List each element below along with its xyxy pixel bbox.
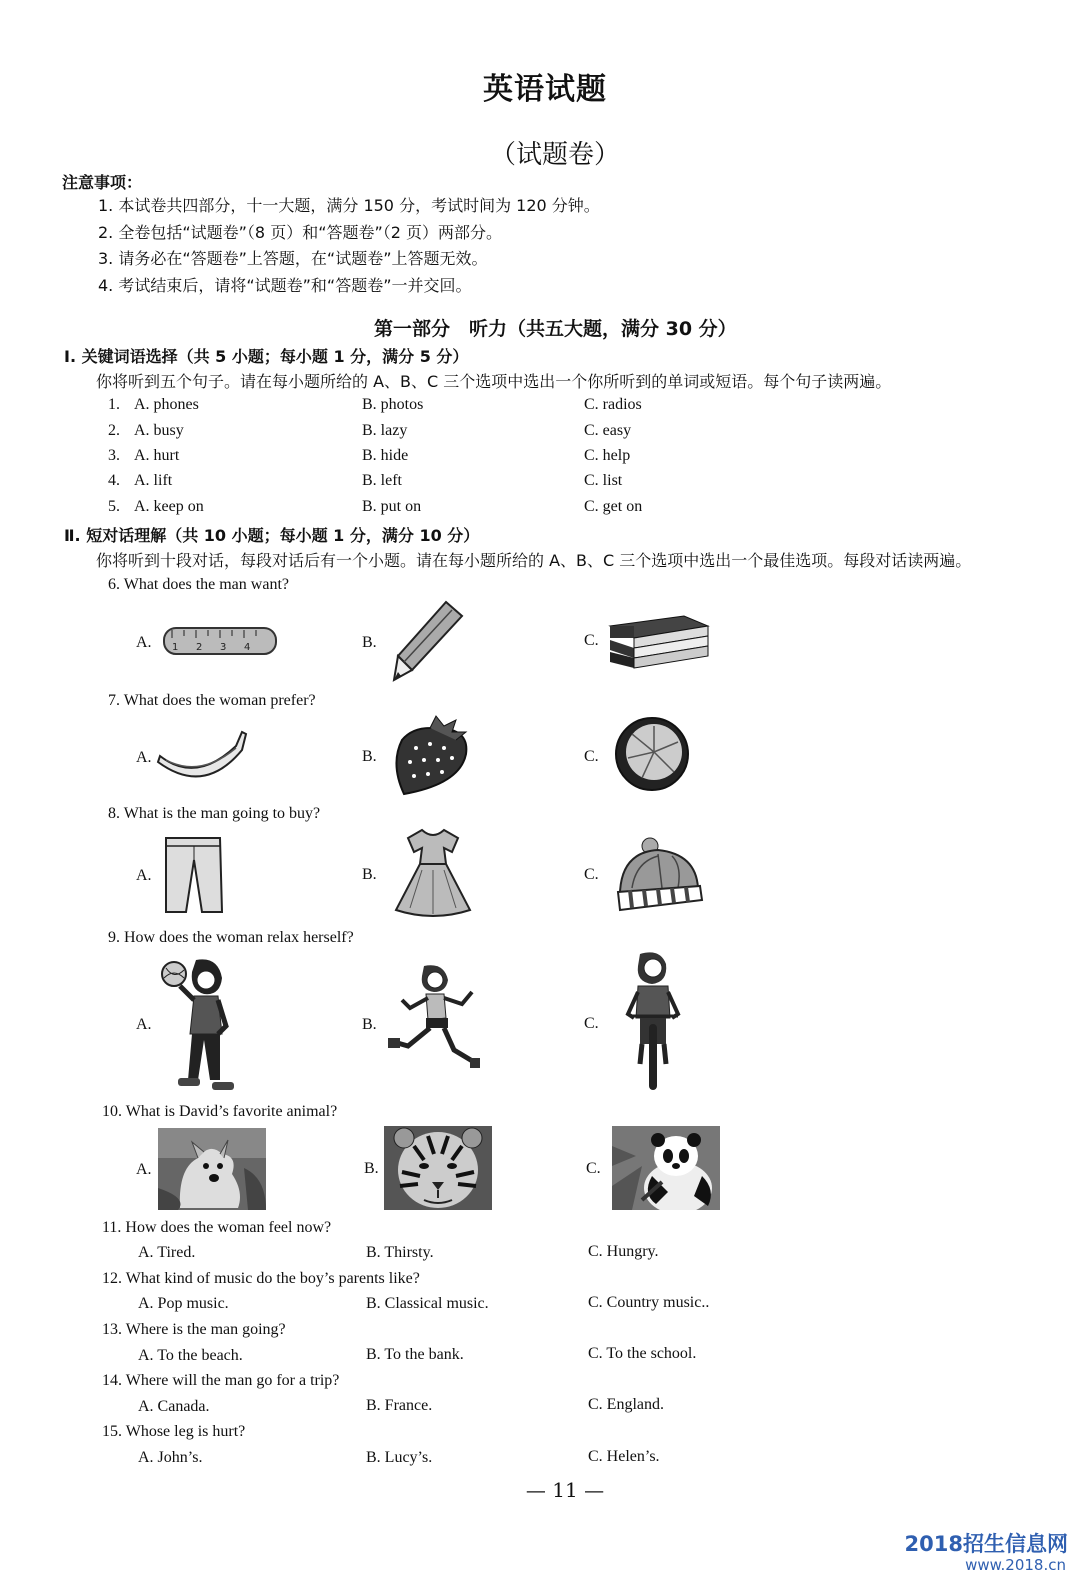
option-a: A. keep on bbox=[134, 498, 204, 515]
hat-icon bbox=[612, 836, 704, 914]
watermark-url: www.2018.cn bbox=[965, 1556, 1066, 1574]
option-b: B. Thirsty. bbox=[366, 1244, 434, 1261]
option-a: A. bbox=[136, 634, 152, 651]
ruler-icon bbox=[162, 624, 280, 658]
notice-item: 2. 全卷包括“试题卷”（8 页）和“答题卷”（2 页）两部分。 bbox=[98, 223, 503, 242]
question-stem: 8. What is the man going to buy? bbox=[108, 805, 321, 822]
tiger-photo bbox=[384, 1126, 492, 1210]
question-stem: 11. How does the woman feel now? bbox=[102, 1219, 332, 1236]
question-stem: 9. How does the woman relax herself? bbox=[108, 929, 354, 946]
girl-cycling-icon bbox=[622, 948, 686, 1094]
question-number: 3. bbox=[108, 447, 120, 464]
option-b: B. photos bbox=[362, 396, 424, 413]
question-stem: 13. Where is the man going? bbox=[102, 1321, 286, 1338]
ruler-mark: 3 bbox=[220, 642, 227, 653]
strawberry-icon bbox=[386, 714, 476, 798]
notice-item: 3. 请务必在“答题卷”上答题，在“试题卷”上答题无效。 bbox=[98, 249, 488, 268]
option-a: A. To the beach. bbox=[138, 1347, 243, 1364]
option-b: B. hide bbox=[362, 447, 409, 464]
page-number: — 11 — bbox=[525, 1478, 605, 1502]
option-c: C. help bbox=[584, 447, 631, 464]
section-instruction: 你将听到五个句子。请在每小题所给的 A、B、C 三个选项中选出一个你所听到的单词或短语。每个句子读两遍。 bbox=[96, 372, 892, 391]
option-c: C. Country music.. bbox=[588, 1294, 710, 1311]
girl-volleyball-icon bbox=[160, 956, 240, 1094]
option-b: B. bbox=[362, 748, 377, 765]
dog-photo bbox=[158, 1128, 266, 1210]
question-stem: 10. What is David’s favorite animal? bbox=[102, 1103, 338, 1120]
question-stem: 15. Whose leg is hurt? bbox=[102, 1423, 246, 1440]
option-a: A. bbox=[136, 1161, 152, 1178]
question-stem: 7. What does the woman prefer? bbox=[108, 692, 316, 709]
option-b: B. Lucy’s. bbox=[366, 1449, 433, 1466]
option-a: A. Tired. bbox=[138, 1244, 196, 1261]
section-instruction: 你将听到十段对话，每段对话后有一个小题。请在每小题所给的 A、B、C 三个选项中选出一个最佳选项。每段对话读两遍。 bbox=[96, 551, 972, 570]
option-c: C. bbox=[584, 632, 599, 649]
option-a: A. lift bbox=[134, 472, 173, 489]
girl-running-icon bbox=[388, 962, 480, 1068]
option-c: C. radios bbox=[584, 396, 642, 413]
page-title: 英语试题 bbox=[483, 72, 607, 107]
option-c: C. list bbox=[584, 472, 623, 489]
option-a: A. hurt bbox=[134, 447, 180, 464]
section-heading: Ⅱ. 短对话理解（共 10 小题；每小题 1 分，满分 10 分） bbox=[64, 526, 480, 545]
question-stem: 6. What does the man want? bbox=[108, 576, 289, 593]
page-subtitle: （试题卷） bbox=[489, 140, 620, 170]
option-a: A. John’s. bbox=[138, 1449, 203, 1466]
watermark-title: 2018招生信息网 bbox=[904, 1532, 1068, 1556]
dress-icon bbox=[392, 826, 474, 918]
option-c: C. To the school. bbox=[588, 1345, 697, 1362]
option-b: B. Classical music. bbox=[366, 1295, 489, 1312]
option-b: B. put on bbox=[362, 498, 422, 515]
option-c: C. Hungry. bbox=[588, 1243, 659, 1260]
option-b: B. France. bbox=[366, 1397, 433, 1414]
option-a: A. bbox=[136, 1016, 152, 1033]
ruler-mark: 2 bbox=[196, 642, 203, 653]
option-a: A. Canada. bbox=[138, 1398, 210, 1415]
option-a: A. bbox=[136, 867, 152, 884]
option-b: B. bbox=[362, 1016, 377, 1033]
question-stem: 12. What kind of music do the boy’s parents like? bbox=[102, 1270, 420, 1287]
trousers-icon bbox=[160, 836, 226, 914]
option-c: C. bbox=[586, 1160, 601, 1177]
books-icon bbox=[604, 612, 714, 670]
question-number: 2. bbox=[108, 422, 120, 439]
part-title: 第一部分 听力（共五大题，满分 30 分） bbox=[374, 318, 737, 340]
option-c: C. bbox=[584, 866, 599, 883]
question-number: 1. bbox=[108, 396, 120, 413]
ruler-mark: 1 bbox=[172, 642, 179, 653]
pencil-icon bbox=[390, 598, 466, 684]
notice-heading: 注意事项： bbox=[62, 173, 143, 192]
option-c: C. England. bbox=[588, 1396, 664, 1413]
panda-photo bbox=[612, 1126, 720, 1210]
option-b: B. bbox=[364, 1160, 379, 1177]
section-heading: Ⅰ. 关键词语选择（共 5 小题；每小题 1 分，满分 5 分） bbox=[64, 347, 469, 366]
ruler-mark: 4 bbox=[244, 642, 251, 653]
option-c: C. bbox=[584, 1015, 599, 1032]
option-b: B. lazy bbox=[362, 422, 408, 439]
option-a: A. phones bbox=[134, 396, 199, 413]
option-b: B. bbox=[362, 634, 377, 651]
option-b: B. bbox=[362, 866, 377, 883]
option-c: C. get on bbox=[584, 498, 643, 515]
option-a: A. bbox=[136, 749, 152, 766]
option-a: A. busy bbox=[134, 422, 184, 439]
notice-item: 1. 本试卷共四部分，十一大题，满分 150 分，考试时间为 120 分钟。 bbox=[98, 196, 600, 215]
question-number: 4. bbox=[108, 472, 120, 489]
option-a: A. Pop music. bbox=[138, 1295, 229, 1312]
question-number: 5. bbox=[108, 498, 120, 515]
banana-icon bbox=[156, 726, 248, 782]
option-c: C. Helen’s. bbox=[588, 1448, 660, 1465]
option-b: B. To the bank. bbox=[366, 1346, 464, 1363]
notice-item: 4. 考试结束后，请将“试题卷”和“答题卷”一并交回。 bbox=[98, 276, 472, 295]
option-c: C. bbox=[584, 748, 599, 765]
option-b: B. left bbox=[362, 472, 402, 489]
option-c: C. easy bbox=[584, 422, 632, 439]
question-stem: 14. Where will the man go for a trip? bbox=[102, 1372, 340, 1389]
orange-icon bbox=[612, 714, 692, 794]
